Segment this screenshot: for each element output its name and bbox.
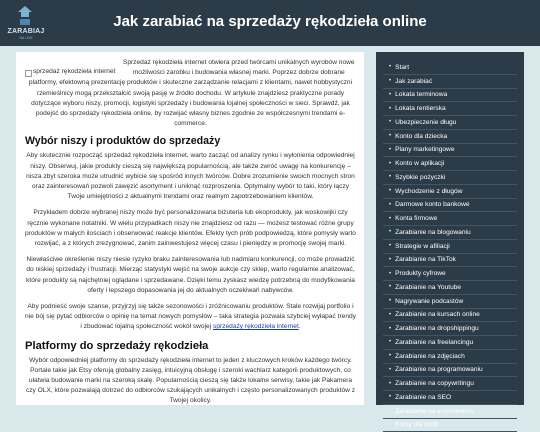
sidebar-item-label: Lokata rentierska bbox=[395, 105, 446, 112]
sidebar-item[interactable] bbox=[383, 254, 517, 268]
sidebar-item[interactable] bbox=[383, 377, 517, 391]
sidebar-item-label: Szybkie pożyczki bbox=[395, 174, 445, 181]
bullet-icon: • bbox=[389, 119, 391, 125]
bullet-icon: • bbox=[389, 271, 391, 277]
intro-image bbox=[25, 67, 115, 77]
intro-image-alt: sprzedaż rękodzieła internet bbox=[33, 67, 115, 77]
bullet-icon: • bbox=[389, 408, 391, 414]
sidebar-item-label: Nagrywanie podcastów bbox=[395, 298, 463, 305]
sidebar-item[interactable] bbox=[383, 157, 517, 171]
sidebar-menu bbox=[383, 61, 517, 432]
sidebar-item-label: Zarabianie na freelancingu bbox=[395, 339, 473, 346]
sidebar-item[interactable] bbox=[383, 144, 517, 158]
sidebar-item-label: Lokata terminowa bbox=[395, 91, 447, 98]
sidebar-item-label: Zarabianie na dropshippingu bbox=[395, 325, 479, 332]
broken-image-icon bbox=[25, 70, 32, 77]
bullet-icon: • bbox=[389, 216, 391, 222]
site-header bbox=[0, 0, 540, 46]
sidebar-item[interactable] bbox=[383, 267, 517, 281]
bullet-icon: • bbox=[389, 298, 391, 304]
sidebar-item-label: Konto dla dziecka bbox=[395, 133, 447, 140]
sidebar-item-label: Plany marketingowe bbox=[395, 146, 454, 153]
sidebar-item[interactable] bbox=[383, 171, 517, 185]
sidebar-nav bbox=[376, 52, 524, 405]
sidebar-item-label: Darmowe konto bankowe bbox=[395, 201, 469, 208]
sidebar-item-label: Zarabianie na blogowaniu bbox=[395, 229, 471, 236]
bullet-icon: • bbox=[389, 78, 391, 84]
sidebar-item[interactable] bbox=[383, 240, 517, 254]
bullet-icon: • bbox=[389, 257, 391, 263]
sidebar-item-label: Zarabianie na programowaniu bbox=[395, 366, 483, 373]
sidebar-item-label: Zarabianie na e-commerce bbox=[395, 408, 474, 415]
sidebar-item-label: Kursy dla osób bbox=[395, 421, 439, 428]
sidebar-item[interactable] bbox=[383, 75, 517, 89]
sidebar-item-label: Zarabianie na kursach online bbox=[395, 311, 480, 318]
bullet-icon: • bbox=[389, 106, 391, 112]
bullet-icon: • bbox=[389, 92, 391, 98]
bullet-icon: • bbox=[389, 64, 391, 70]
sidebar-item-label: Strategie w afiliacji bbox=[395, 243, 450, 250]
paragraph: Wybór odpowiedniej platformy do sprzedaży rękodzieła internet to jeden z kluczowych kroków każdego twórcy. Portale takie jak Etsy oferują globalny zasięg, intuicyjną obsługę i szeroki wachlarz kategorii produktowych, co ułatwia budowanie marki na szeroką skalę. Popularnością cieszą się także lokalne serwisy, takie jak Pakamera czy OLX, które pozwalają dotrzeć do odbiorców szukających unikalnych i często personalizowanych produktów z Twojej okolicy. bbox=[25, 356, 356, 407]
logo-text: ZARABIAJ bbox=[6, 28, 46, 35]
bullet-icon: • bbox=[389, 147, 391, 153]
sidebar-item[interactable] bbox=[383, 212, 517, 226]
sidebar-item[interactable] bbox=[383, 199, 517, 213]
bullet-icon: • bbox=[389, 174, 391, 180]
bullet-icon: • bbox=[389, 367, 391, 373]
bullet-icon: • bbox=[389, 161, 391, 167]
sidebar-item-label: Start bbox=[395, 64, 409, 71]
main-content bbox=[16, 52, 364, 405]
sidebar-item[interactable] bbox=[383, 309, 517, 323]
logo-subtext: NA LINII bbox=[6, 36, 46, 40]
sidebar-item[interactable] bbox=[383, 350, 517, 364]
bullet-icon: • bbox=[389, 394, 391, 400]
sidebar-item[interactable] bbox=[383, 89, 517, 103]
bullet-icon: • bbox=[389, 188, 391, 194]
sidebar-item[interactable] bbox=[383, 295, 517, 309]
sidebar-item[interactable] bbox=[383, 281, 517, 295]
sidebar-item[interactable] bbox=[383, 391, 517, 405]
sidebar-item[interactable] bbox=[383, 102, 517, 116]
sidebar-item[interactable] bbox=[383, 226, 517, 240]
paragraph-text: Aby podnieść swoje szanse, przyjrzyj się także sezonowości i zróżnicowaniu produktów. Stale rozwijaj portfolio i nie bój się pytać odbiorców o opinię na temat nowych pomysłów – taka strategia pozwala szybciej wyłapać trendy i zbudować lojalną społeczność wokół swojej bbox=[25, 303, 356, 330]
sidebar-item-label: Wychodzenie z długów bbox=[395, 188, 462, 195]
sidebar-item-label: Konto w aplikacji bbox=[395, 160, 444, 167]
article-link[interactable]: sprzedaży rękodzieła internet bbox=[213, 323, 299, 330]
bullet-icon: • bbox=[389, 202, 391, 208]
section-heading-niche: Wybór niszy i produktów do sprzedaży bbox=[25, 135, 356, 148]
sidebar-item-label: Zarabianie na SEO bbox=[395, 394, 451, 401]
paragraph: Przykładem dobrze wybranej niszy może być personalizowana biżuteria lub ekoprodukty, jak woskowijki czy ręcznie wykonane notatniki. W wielu przypadkach niszy nie znajdziesz od razu — możesz testować różne grupy produktów w małych ilościach i obserwować reakcje klientów. Efekty tych prób podpowiedzą, które pomysły warto rozwijać, a z których zrezygnować, zanim zainwestujesz więcej czasu i pieniędzy w promocję swojej marki. bbox=[25, 208, 356, 249]
bullet-icon: • bbox=[389, 243, 391, 249]
sidebar-item[interactable] bbox=[383, 185, 517, 199]
site-title: Jak zarabiać na sprzedaży rękodzieła online bbox=[0, 13, 540, 30]
bullet-icon: • bbox=[389, 381, 391, 387]
sidebar-item[interactable] bbox=[383, 336, 517, 350]
sidebar-item[interactable] bbox=[383, 322, 517, 336]
sidebar-item-label: Zarabianie na TikTok bbox=[395, 256, 456, 263]
sidebar-item[interactable] bbox=[383, 61, 517, 75]
sidebar-item-label: Ubezpieczenie długu bbox=[395, 119, 456, 126]
sidebar-item-label: Jak zarabiać bbox=[395, 78, 432, 85]
bullet-icon: • bbox=[389, 326, 391, 332]
sidebar-item-label: Zarabianie na copywritingu bbox=[395, 380, 474, 387]
bullet-icon: • bbox=[389, 339, 391, 345]
bullet-icon: • bbox=[389, 133, 391, 139]
bullet-icon: • bbox=[389, 312, 391, 318]
sidebar-item-label: Produkty cyfrowe bbox=[395, 270, 446, 277]
section-heading-platforms: Platformy do sprzedaży rękodzieła bbox=[25, 340, 356, 353]
intro-paragraph: Sprzedaż rękodzieła internet otwiera przed twórcami unikalnych wyrobów nowe możliwości zarobku i budowania własnej marki. Poprzez dobrze dobrane platformy, efektowną prezentację produktów i skuteczne zarządzanie relacjami z klientami, nawet hobbystyczni rzemieślnicy mogą przekształcić swoją pasję w źródło dochodu. W artykule znajdziesz praktyczne porady dotyczące wyboru niszy, promocji, logistyki sprzedaży i budowania lojalnej społeczności w sieci. Sprawdź, jak podejść do sprzedaży rękodzieła online, by rozwijać własny biznes zgodnie ze współczesnymi trendami e-commerce. bbox=[25, 58, 356, 129]
paragraph: Aby skutecznie rozpocząć sprzedaż rękodzieła internet, warto zacząć od analizy rynku i wyłonienia odpowiedniej niszy. Obserwuj, jakie produkty cieszą się największą popularnością, ale także zwróć uwagę na konkurencję – nisza zbyt szeroka może utrudnić wybicie się spośród innych twórców. Dobre zrozumienie swoich mocnych stron oraz zainteresowań pozwoli zawęzić asortyment i uniknąć rozproszenia. Optymalny wybór to taki, który łączy Twoje umiejętności z aktualnymi trendami oraz realnym zapotrzebowaniem klientów. bbox=[25, 151, 356, 202]
bullet-icon: • bbox=[389, 229, 391, 235]
sidebar-item-label: Konta firmowe bbox=[395, 215, 437, 222]
bullet-icon: • bbox=[389, 353, 391, 359]
sidebar-item-label: Zarabianie na Youtube bbox=[395, 284, 461, 291]
sidebar-item[interactable] bbox=[383, 116, 517, 130]
paragraph-with-link: Aby podnieść swoje szanse, przyjrzyj się także sezonowości i zróżnicowaniu produktów. Stale rozwijaj portfolio i nie bój się pytać odbiorców o opinię na temat nowych pomysłów – taka strategia pozwala szybciej wyłapać trendy i zbudować lojalną społeczność wokół swojej sprzedaży rękodzieła internet. bbox=[25, 302, 356, 333]
paragraph: Niewłaściwe określenie niszy niesie ryzyko braku zainteresowania lub nadmiaru konkurencji, co może prowadzić do niskiej sprzedaży i frustracji. Mierząc statystyki wejść na swoje aukcje czy sklep, warto regularnie analizować, które produkty są najchętniej oglądane i sprzedawane. Dzięki temu zyskasz wiedzę potrzebną do modyfikowania oferty i lepszego dopasowania jej do aktualnych oczekiwań nabywców. bbox=[25, 255, 356, 296]
sidebar-item[interactable] bbox=[383, 405, 517, 419]
sidebar-item[interactable] bbox=[383, 364, 517, 378]
bullet-icon: • bbox=[389, 284, 391, 290]
sidebar-item[interactable] bbox=[383, 419, 517, 432]
sidebar-item[interactable] bbox=[383, 130, 517, 144]
sidebar-item-label: Zarabianie na zdjęciach bbox=[395, 353, 465, 360]
bullet-icon: • bbox=[389, 422, 391, 428]
